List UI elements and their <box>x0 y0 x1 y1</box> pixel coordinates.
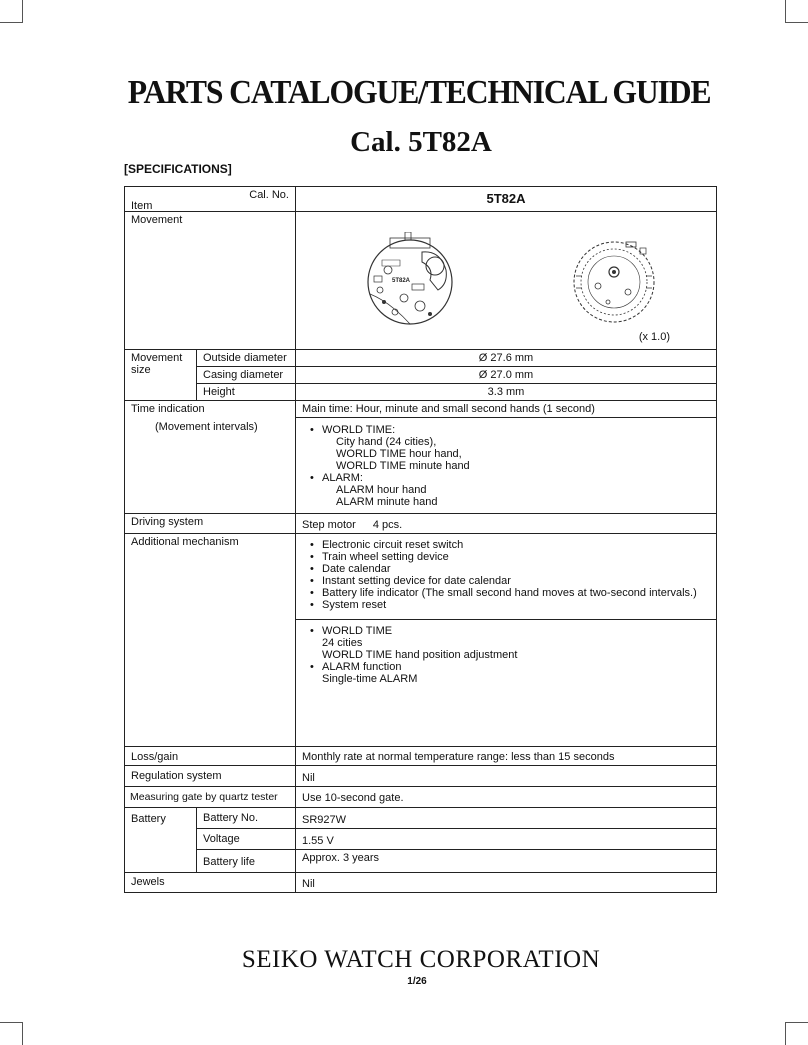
movement-size-label: Movement size <box>125 350 197 401</box>
list-item: • Electronic circuit reset switch <box>310 539 710 551</box>
alarm-function: ALARM function <box>322 661 402 673</box>
world-time-item: City hand (24 cities), <box>336 436 437 448</box>
list-item: • Train wheel setting device <box>310 551 710 563</box>
item-label: Item <box>131 200 153 212</box>
regulation-row <box>125 766 717 787</box>
company-name: SEIKO WATCH CORPORATION <box>241 946 601 973</box>
list-item <box>310 661 710 685</box>
casing-diameter-label: Casing diameter <box>197 367 296 384</box>
loss-gain-row <box>125 747 717 766</box>
function-list <box>302 625 710 685</box>
alarm-item: ALARM minute hand <box>336 496 438 508</box>
list-item: • Battery life indicator (The small second hand moves at two-second intervals.) <box>310 587 710 599</box>
regulation-value: Nil <box>296 766 717 787</box>
driving-system-value: Step motor <box>302 519 356 531</box>
list-item <box>310 424 710 472</box>
specifications-label: [SPECIFICATIONS] <box>124 162 232 176</box>
measuring-gate-row <box>125 787 717 808</box>
time-indication-row <box>125 401 717 418</box>
alarm-item: ALARM hour hand <box>336 484 427 496</box>
outside-diameter-label: Outside diameter <box>197 350 296 367</box>
height-label: Height <box>197 384 296 401</box>
time-indication-cell <box>125 401 296 514</box>
world-time-function-detail: WORLD TIME hand position adjustment <box>322 649 518 661</box>
sub-time-values <box>296 418 717 514</box>
casing-diameter-value: Ø 27.0 mm <box>296 367 717 384</box>
driving-system-label: Driving system <box>125 514 296 534</box>
list-item <box>310 625 710 661</box>
world-time-item: WORLD TIME hour hand, <box>336 448 462 460</box>
movement-scale: (x 1.0) <box>638 331 670 343</box>
jewels-row <box>125 873 717 893</box>
voltage-value: 1.55 V <box>296 829 717 850</box>
jewels-label: Jewels <box>125 873 296 893</box>
crop-mark-bottom-right <box>785 1022 808 1045</box>
movement-engraving: 5T82A <box>392 278 411 284</box>
battery-life-label: Battery life <box>197 850 296 873</box>
crop-mark-top-right <box>785 0 808 23</box>
battery-no-label: Battery No. <box>197 808 296 829</box>
driving-system-cell <box>296 514 717 534</box>
list-item: • Date calendar <box>310 563 710 575</box>
crop-mark-bottom-left <box>0 1022 23 1045</box>
movement-images <box>296 212 717 350</box>
jewels-value: Nil <box>296 873 717 893</box>
movement-back-illustration <box>568 236 660 328</box>
world-time-function: WORLD TIME <box>322 625 393 637</box>
battery-no-row <box>125 808 717 829</box>
loss-gain-value: Monthly rate at normal temperature range: less than 15 seconds <box>296 747 717 766</box>
list-item: • Instant setting device for date calendar <box>310 575 710 587</box>
header-row <box>125 187 717 212</box>
caliber-subtitle: Cal. 5T82A <box>350 126 492 158</box>
loss-gain-label: Loss/gain <box>125 747 296 766</box>
driving-system-count: 4 pcs. <box>372 519 403 531</box>
document-title: PARTS CATALOGUE/TECHNICAL GUIDE <box>127 74 711 111</box>
list-item: • System reset <box>310 599 710 611</box>
list-item <box>310 472 710 508</box>
world-time-heading: WORLD TIME: <box>322 424 396 436</box>
battery-life-row <box>125 850 717 873</box>
function-values <box>296 620 717 747</box>
header-cell <box>125 187 296 212</box>
mechanism-values <box>296 534 717 620</box>
page-number: 1/26 <box>407 976 427 987</box>
height-value: 3.3 mm <box>296 384 717 401</box>
model-name: 5T82A <box>296 187 717 212</box>
battery-label: Battery <box>125 808 197 873</box>
time-indication-label: Time indication <box>131 403 205 415</box>
additional-mechanism-row <box>125 534 717 620</box>
voltage-row <box>125 829 717 850</box>
outside-diameter-row <box>125 350 717 367</box>
movement-front-illustration <box>360 232 460 327</box>
measuring-gate-value: Use 10-second gate. <box>296 787 717 808</box>
world-time-function-detail: 24 cities <box>322 637 363 649</box>
battery-no-value: SR927W <box>296 808 717 829</box>
movement-label: Movement <box>125 212 296 350</box>
alarm-heading: ALARM: <box>322 472 363 484</box>
cal-no-label: Cal. No. <box>249 189 289 201</box>
height-row <box>125 384 717 401</box>
outside-diameter-value: Ø 27.6 mm <box>296 350 717 367</box>
crop-mark-top-left <box>0 0 23 23</box>
driving-system-row <box>125 514 717 534</box>
measuring-gate-label: Measuring gate by quartz tester <box>125 787 296 808</box>
battery-life-value: Approx. 3 years <box>296 850 717 873</box>
sub-time-list <box>302 424 710 508</box>
voltage-label: Voltage <box>197 829 296 850</box>
mechanism-list <box>302 539 710 611</box>
alarm-function-detail: Single-time ALARM <box>322 673 418 685</box>
additional-mechanism-label: Additional mechanism <box>125 534 296 747</box>
casing-diameter-row <box>125 367 717 384</box>
movement-intervals-label: (Movement intervals) <box>155 421 258 433</box>
world-time-item: WORLD TIME minute hand <box>336 460 470 472</box>
main-time-value: Main time: Hour, minute and small second hands (1 second) <box>296 401 717 418</box>
regulation-label: Regulation system <box>125 766 296 787</box>
movement-row <box>125 212 717 350</box>
specifications-table <box>124 186 717 893</box>
